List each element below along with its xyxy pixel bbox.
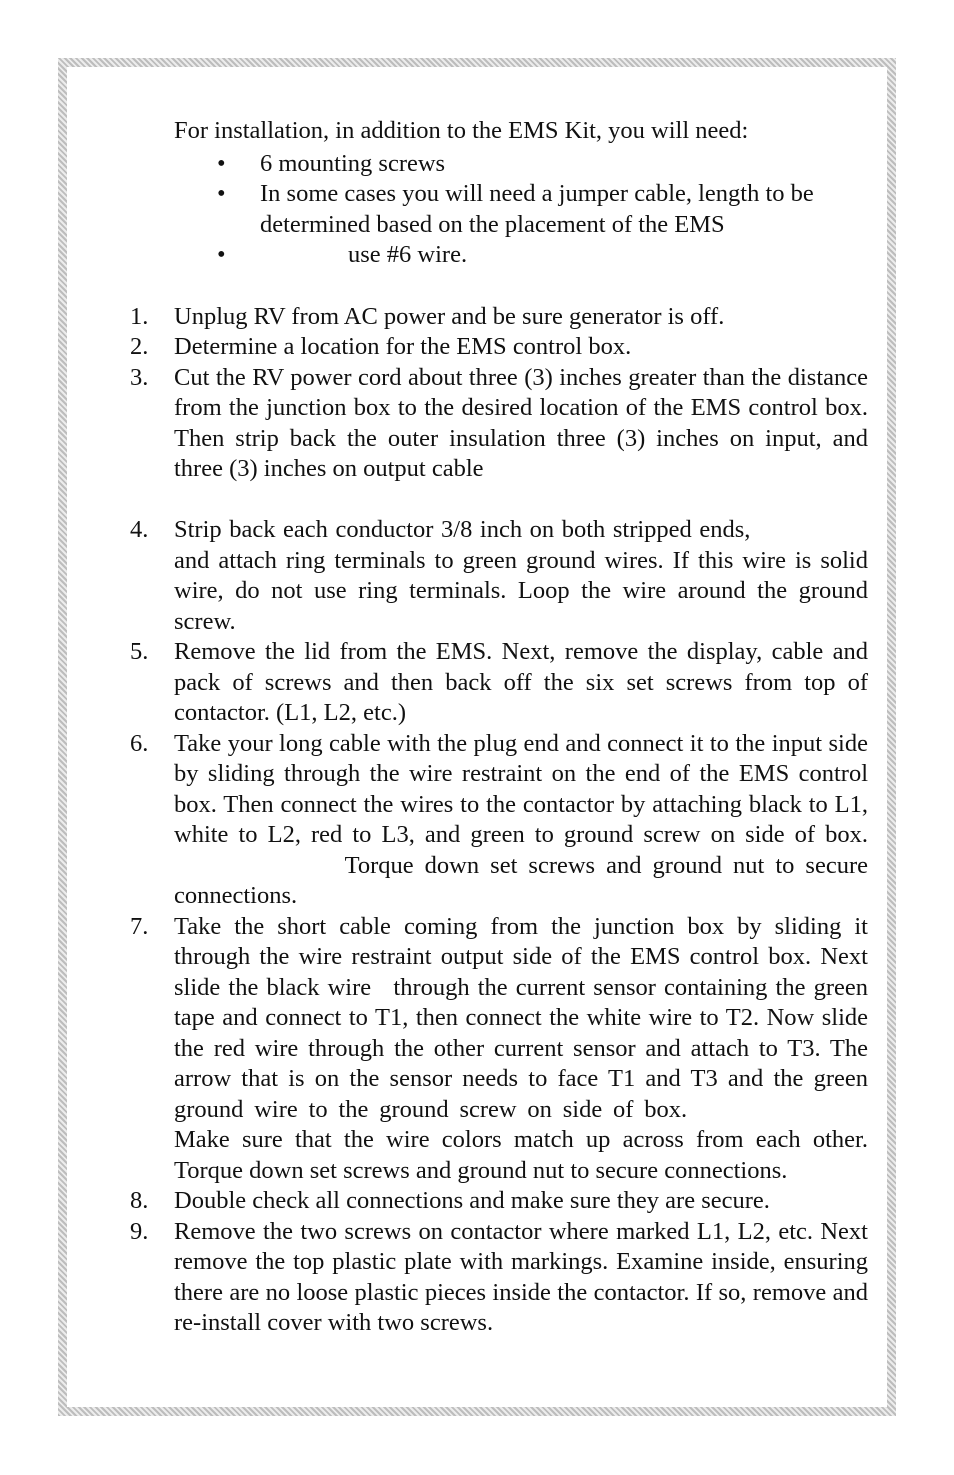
step-item [130, 363, 868, 485]
bullet-text: 6 mounting screws [260, 149, 446, 177]
bullet-text: In some cases you will need a jumper cable, length to be determined based on the placement of the EMS [260, 180, 814, 238]
step-number: 8. [130, 1187, 149, 1214]
step-item [130, 729, 868, 912]
step-text: Unplug RV from AC power and be sure generator is off. [174, 302, 725, 330]
step-item [130, 515, 868, 637]
list-item [217, 179, 868, 240]
bullet-icon: • [217, 149, 226, 177]
step-item [130, 332, 868, 363]
step-item [130, 1217, 868, 1339]
step-number: 4. [130, 516, 149, 543]
step-text: Remove the lid from the EMS. Next, remove the display, cable and pack of screws and then back off the six set screws from top of contactor. (L1, L2, etc.) [174, 638, 868, 726]
step-text: Cut the RV power cord about three (3) inches greater than the distance from the junction box to the desired location of the EMS control box. Then strip back the outer insulation three (3) inches on input, and three (3) inches on output cable [174, 363, 868, 482]
step-text: and attach ring terminals to green ground wires. If this wire is solid wire, do not use ring terminals. Loop the wire around the ground screw. [174, 546, 868, 635]
step-number: 6. [130, 729, 149, 757]
step-item [130, 302, 868, 333]
step-text: Strip back each conductor 3/8 inch on both stripped ends, [174, 516, 751, 543]
list-item [217, 240, 868, 271]
step-number: 5. [130, 638, 149, 665]
step-number: 1. [130, 302, 149, 330]
step-number: 7. [130, 912, 149, 940]
step-text: Determine a location for the EMS control box. [174, 333, 632, 360]
step-text: Take the short cable coming from the junction box by sliding it through the wire restraint output side of the EMS control box. Next slide the black wire [174, 912, 868, 1001]
step-text: through the current sensor containing the green tape and connect to T1, then connect the white wire to T2. Now slide the red wire through the other current sensor and attach to T3. The arrow that is on the sensor needs to face T1 and T3 and the green ground wire to the ground screw on side of box. [174, 973, 869, 1123]
step-item [130, 1186, 868, 1217]
step-number: 2. [130, 333, 149, 360]
list-item [217, 149, 868, 180]
intro-text: For installation, in addition to the EMS Kit, you will need: [174, 117, 749, 144]
document-body [130, 116, 868, 1339]
step-text: Make sure that the wire colors match up across from each other. Torque down set screws and ground nut to secure connections. [174, 1126, 868, 1184]
step-text: Take your long cable with the plug end and connect it to the input side by sliding through the wire restraint on the end of the EMS control box. Then connect the wires to the contactor by attaching black to L1, white to L2, red to L3, and green to ground screw on side of box. [174, 729, 868, 848]
step-item [130, 912, 869, 1187]
step-item [130, 637, 868, 729]
bullet-icon: • [217, 241, 226, 268]
bullet-icon: • [217, 180, 226, 207]
requirements-list [130, 149, 868, 271]
installation-steps [130, 302, 868, 1339]
step-text: Remove the two screws on contactor where marked L1, L2, etc. Next remove the top plastic plate with markings. Examine inside, ensuring there are no loose plastic pieces inside the contactor. If so, remove and re-install cover with two screws. [174, 1217, 868, 1336]
step-number: 9. [130, 1217, 149, 1245]
step-number: 3. [130, 363, 149, 391]
bullet-text: use #6 wire. [348, 241, 468, 268]
step-text: Double check all connections and make sure they are secure. [174, 1187, 770, 1214]
step-text: Torque down set screws and ground nut to secure connections. [174, 851, 868, 909]
